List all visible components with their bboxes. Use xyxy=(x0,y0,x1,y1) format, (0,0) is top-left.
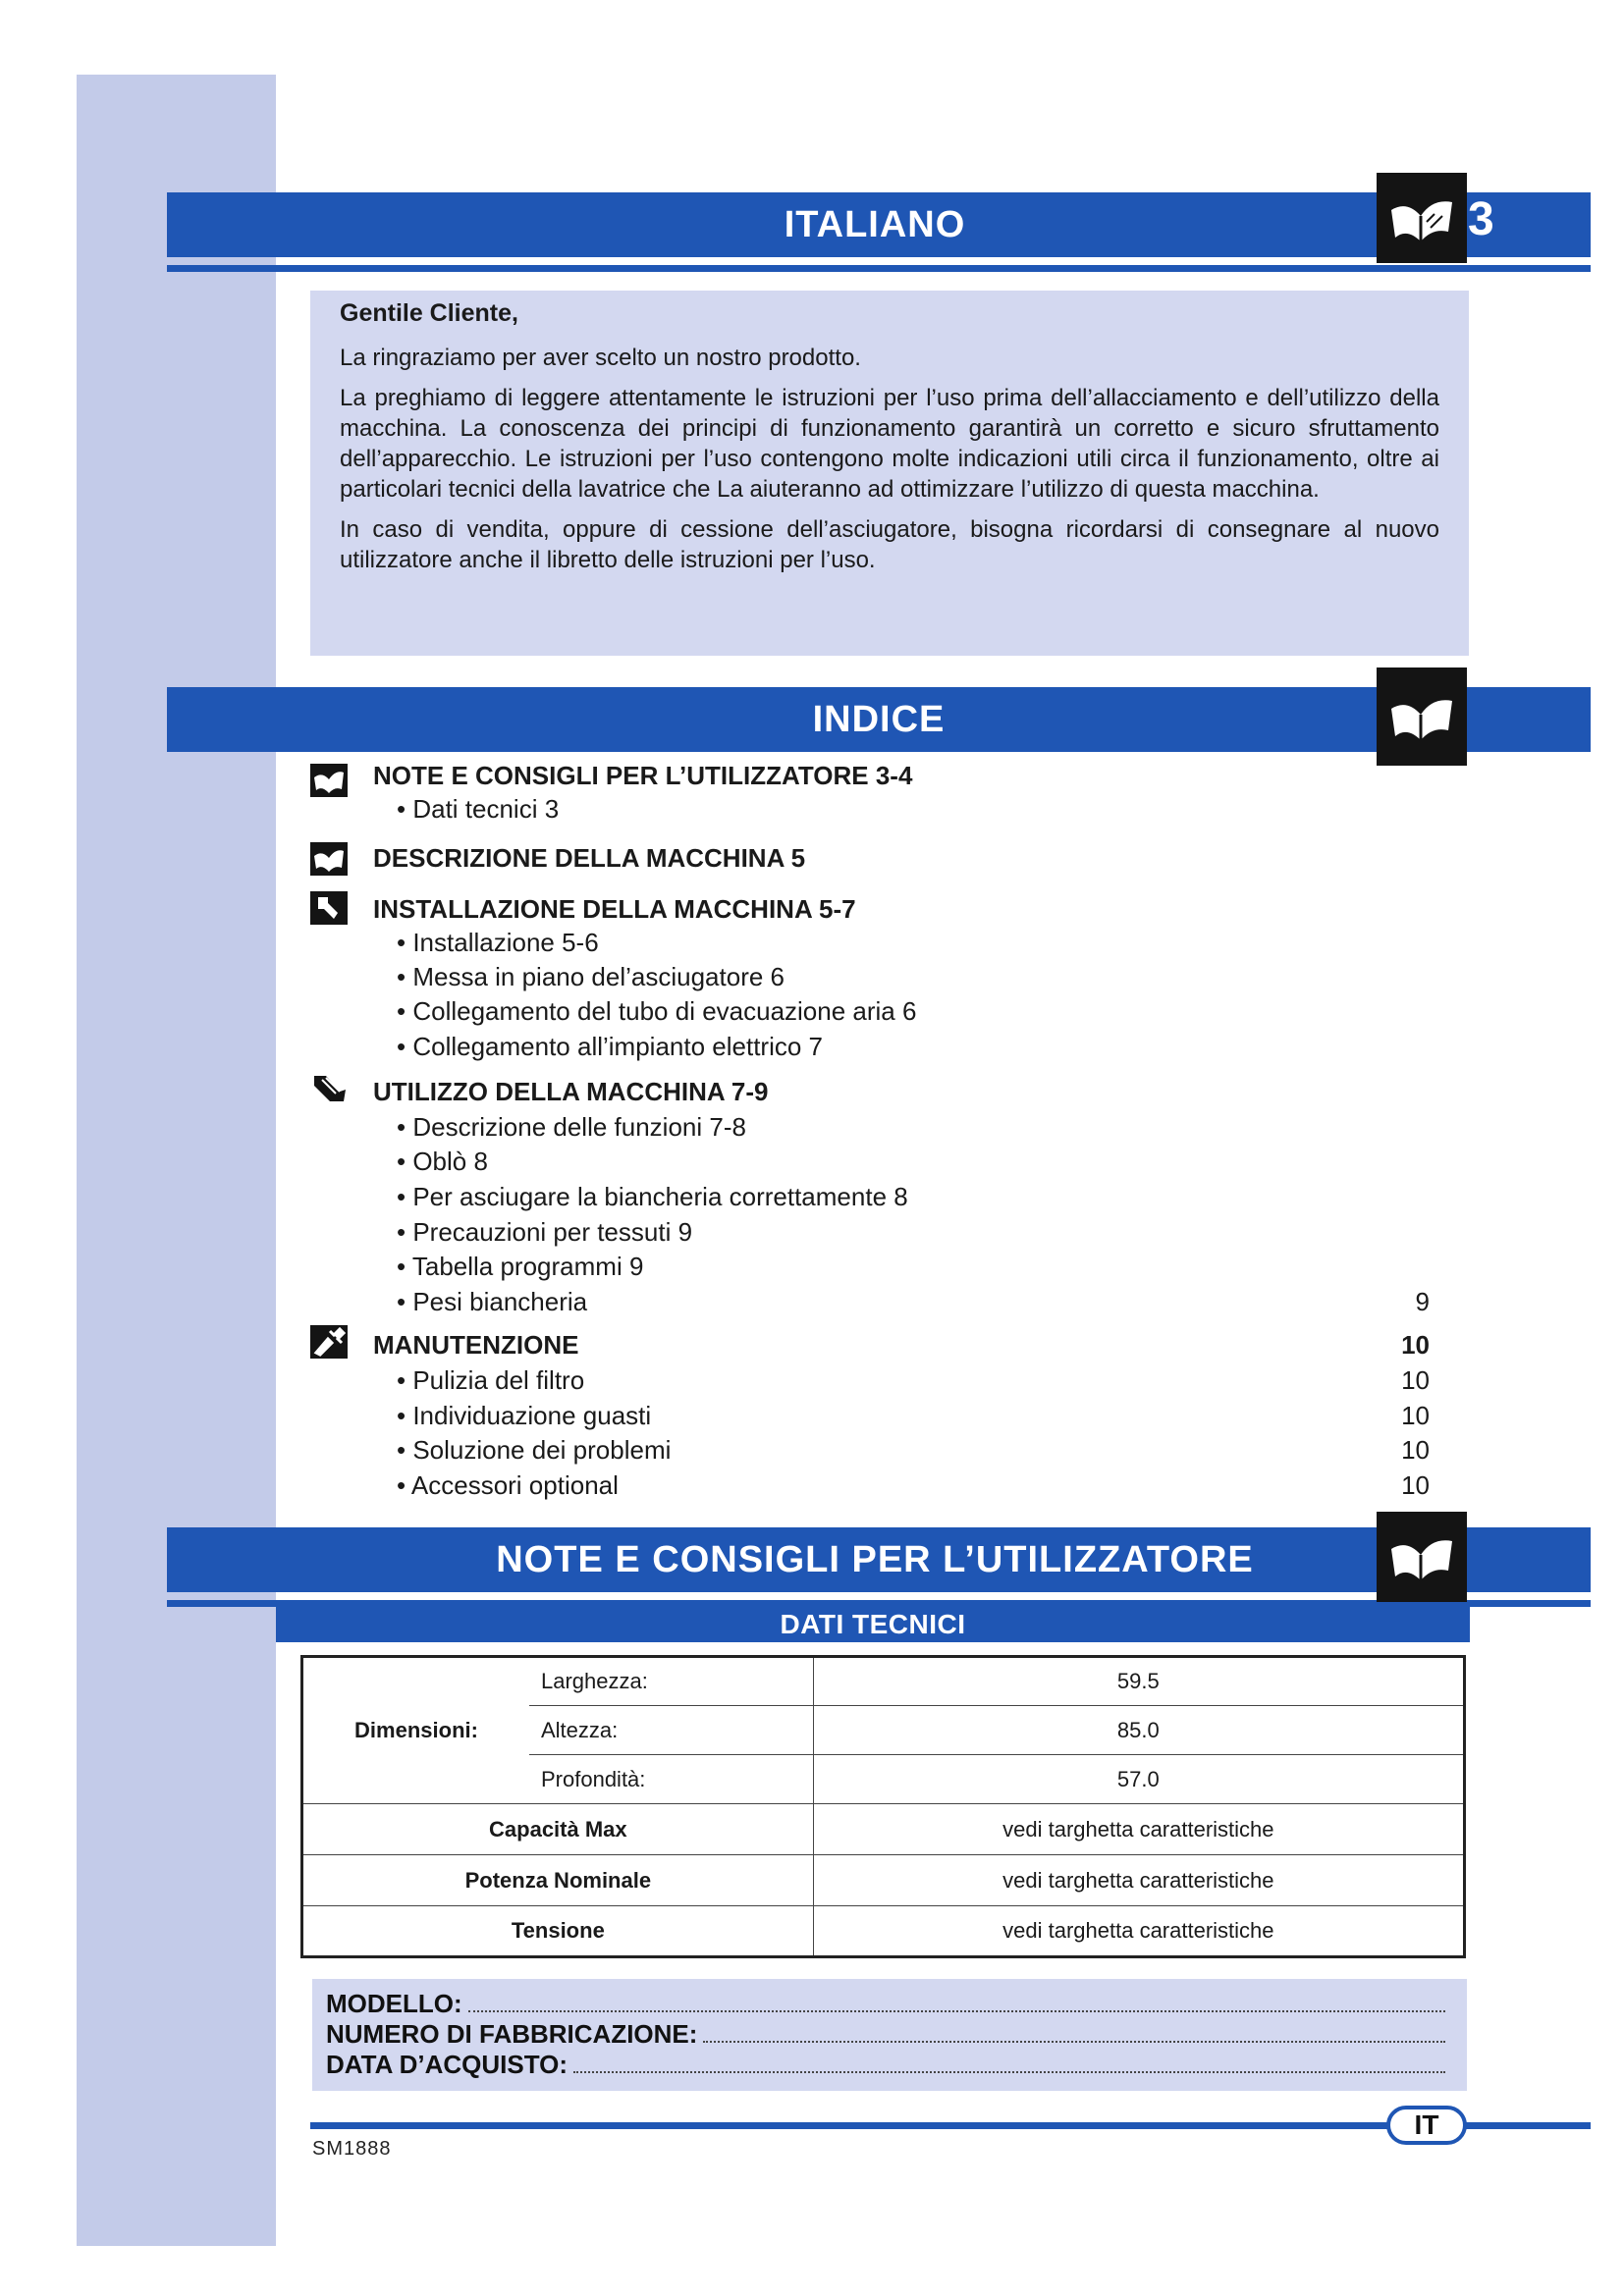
dimensions-label: Dimensioni: xyxy=(302,1657,530,1804)
toc-item[interactable]: • Descrizione delle funzioni 7-8 xyxy=(397,1112,746,1142)
purchase-label: DATA D’ACQUISTO: xyxy=(326,2050,568,2079)
toc-page-number: 9 xyxy=(1415,1287,1430,1316)
power-label: Potenza Nominale xyxy=(302,1855,814,1906)
toc-item[interactable]: • Precauzioni per tessuti 9 xyxy=(397,1217,693,1247)
model-dotted-field[interactable] xyxy=(468,2009,1445,2012)
toc-heading-description[interactable]: DESCRIZIONE DELLA MACCHINA 5 xyxy=(373,843,806,873)
depth-label: Profondità: xyxy=(529,1755,813,1804)
model-line[interactable] xyxy=(326,1989,1445,2019)
width-label: Larghezza: xyxy=(529,1657,813,1706)
toc-item[interactable]: • Dati tecnici 3 xyxy=(397,794,560,824)
italiano-title: ITALIANO xyxy=(784,204,966,245)
voltage-value: vedi targhetta caratteristiche xyxy=(813,1906,1464,1957)
intro-paragraph-2: La preghiamo di leggere attentamente le istruzioni per l’uso prima dell’allacciamento e dell’utilizzo della macchina. La conoscenza dei principi di funzionamento garantirà un corretto e sicuro sfruttamento dell’apparecchio. Le istruzioni per l’uso contengono molte indicazioni utili circa il funzionamento, oltre ai particolari tecnici della lavatrice che La aiuteranno ad ottimizzare l’utilizzo di questa macchina. xyxy=(340,385,1439,503)
toc-item[interactable]: • Installazione 5-6 xyxy=(397,928,599,957)
document-code: SM1888 xyxy=(312,2138,392,2160)
language-badge: IT xyxy=(1386,2106,1467,2145)
italiano-rule xyxy=(167,265,1591,272)
serial-line[interactable] xyxy=(326,2019,1445,2050)
book-icon xyxy=(1377,667,1467,766)
book-icon xyxy=(1377,1512,1467,1602)
book-icon xyxy=(310,764,348,797)
toc-item[interactable]: • Messa in piano del’asciugatore 6 xyxy=(397,962,785,991)
toc-page-number: 10 xyxy=(1401,1330,1430,1360)
capacity-value: vedi targhetta caratteristiche xyxy=(813,1804,1464,1855)
indice-title: INDICE xyxy=(812,699,946,740)
toc-item[interactable]: • Pulizia del filtro xyxy=(397,1365,585,1395)
toc-heading-installation[interactable]: INSTALLAZIONE DELLA MACCHINA 5-7 xyxy=(373,894,856,924)
height-value: 85.0 xyxy=(813,1706,1464,1755)
toc-page-number: 10 xyxy=(1401,1365,1430,1395)
book-icon xyxy=(1377,173,1467,263)
toc-item[interactable]: • Collegamento del tubo di evacuazione aria 6 xyxy=(397,996,917,1026)
tech-data-heading: DATI TECNICI xyxy=(276,1607,1470,1642)
depth-value: 57.0 xyxy=(813,1755,1464,1804)
voltage-label: Tensione xyxy=(302,1906,814,1957)
hand-icon xyxy=(310,1072,348,1105)
wrench-icon xyxy=(310,891,348,925)
height-label: Altezza: xyxy=(529,1706,813,1755)
toc-heading-notes[interactable]: NOTE E CONSIGLI PER L’UTILIZZATORE 3-4 xyxy=(373,761,913,790)
toc-heading-maintenance[interactable]: MANUTENZIONE xyxy=(373,1330,579,1360)
toc-item[interactable]: • Oblò 8 xyxy=(397,1147,488,1176)
toc-item[interactable]: • Per asciugare la biancheria correttamente 8 xyxy=(397,1182,908,1211)
purchase-line[interactable] xyxy=(326,2050,1445,2080)
power-value: vedi targhetta caratteristiche xyxy=(813,1855,1464,1906)
side-strip xyxy=(77,75,276,2246)
page-number: 3 xyxy=(1468,193,1494,245)
intro-greeting: Gentile Cliente, xyxy=(340,299,518,327)
toc-page-number: 10 xyxy=(1401,1401,1430,1430)
intro-paragraph-3: In caso di vendita, oppure di cessione dell’asciugatore, bisogna ricordarsi di consegnare al nuovo utilizzatore anche il libretto delle istruzioni per l’uso. xyxy=(340,516,1439,573)
serial-dotted-field[interactable] xyxy=(703,2040,1445,2043)
toc-item[interactable]: • Accessori optional xyxy=(397,1470,619,1500)
toc-item[interactable]: • Collegamento all’impianto elettrico 7 xyxy=(397,1032,823,1061)
serial-label: NUMERO DI FABBRICAZIONE: xyxy=(326,2019,698,2049)
model-label: MODELLO: xyxy=(326,1989,462,2018)
width-value: 59.5 xyxy=(813,1657,1464,1706)
toc-heading-usage[interactable]: UTILIZZO DELLA MACCHINA 7-9 xyxy=(373,1077,769,1106)
intro-paragraph-1: La ringraziamo per aver scelto un nostro prodotto. xyxy=(340,345,861,371)
notes-title: NOTE E CONSIGLI PER L’UTILIZZATORE xyxy=(496,1539,1254,1580)
capacity-label: Capacità Max xyxy=(302,1804,814,1855)
tech-data-table xyxy=(300,1655,1466,1958)
toc-item[interactable]: • Soluzione dei problemi xyxy=(397,1435,672,1465)
model-info-box xyxy=(312,1979,1467,2091)
book-icon xyxy=(310,842,348,876)
toc-page-number: 10 xyxy=(1401,1435,1430,1465)
toc-item[interactable]: • Individuazione guasti xyxy=(397,1401,652,1430)
purchase-dotted-field[interactable] xyxy=(573,2070,1445,2073)
toc-item[interactable]: • Tabella programmi 9 xyxy=(397,1252,644,1281)
maintenance-icon xyxy=(310,1325,348,1359)
intro-box xyxy=(310,291,1469,656)
toc-page-number: 10 xyxy=(1401,1470,1430,1500)
toc-item[interactable]: • Pesi biancheria xyxy=(397,1287,588,1316)
